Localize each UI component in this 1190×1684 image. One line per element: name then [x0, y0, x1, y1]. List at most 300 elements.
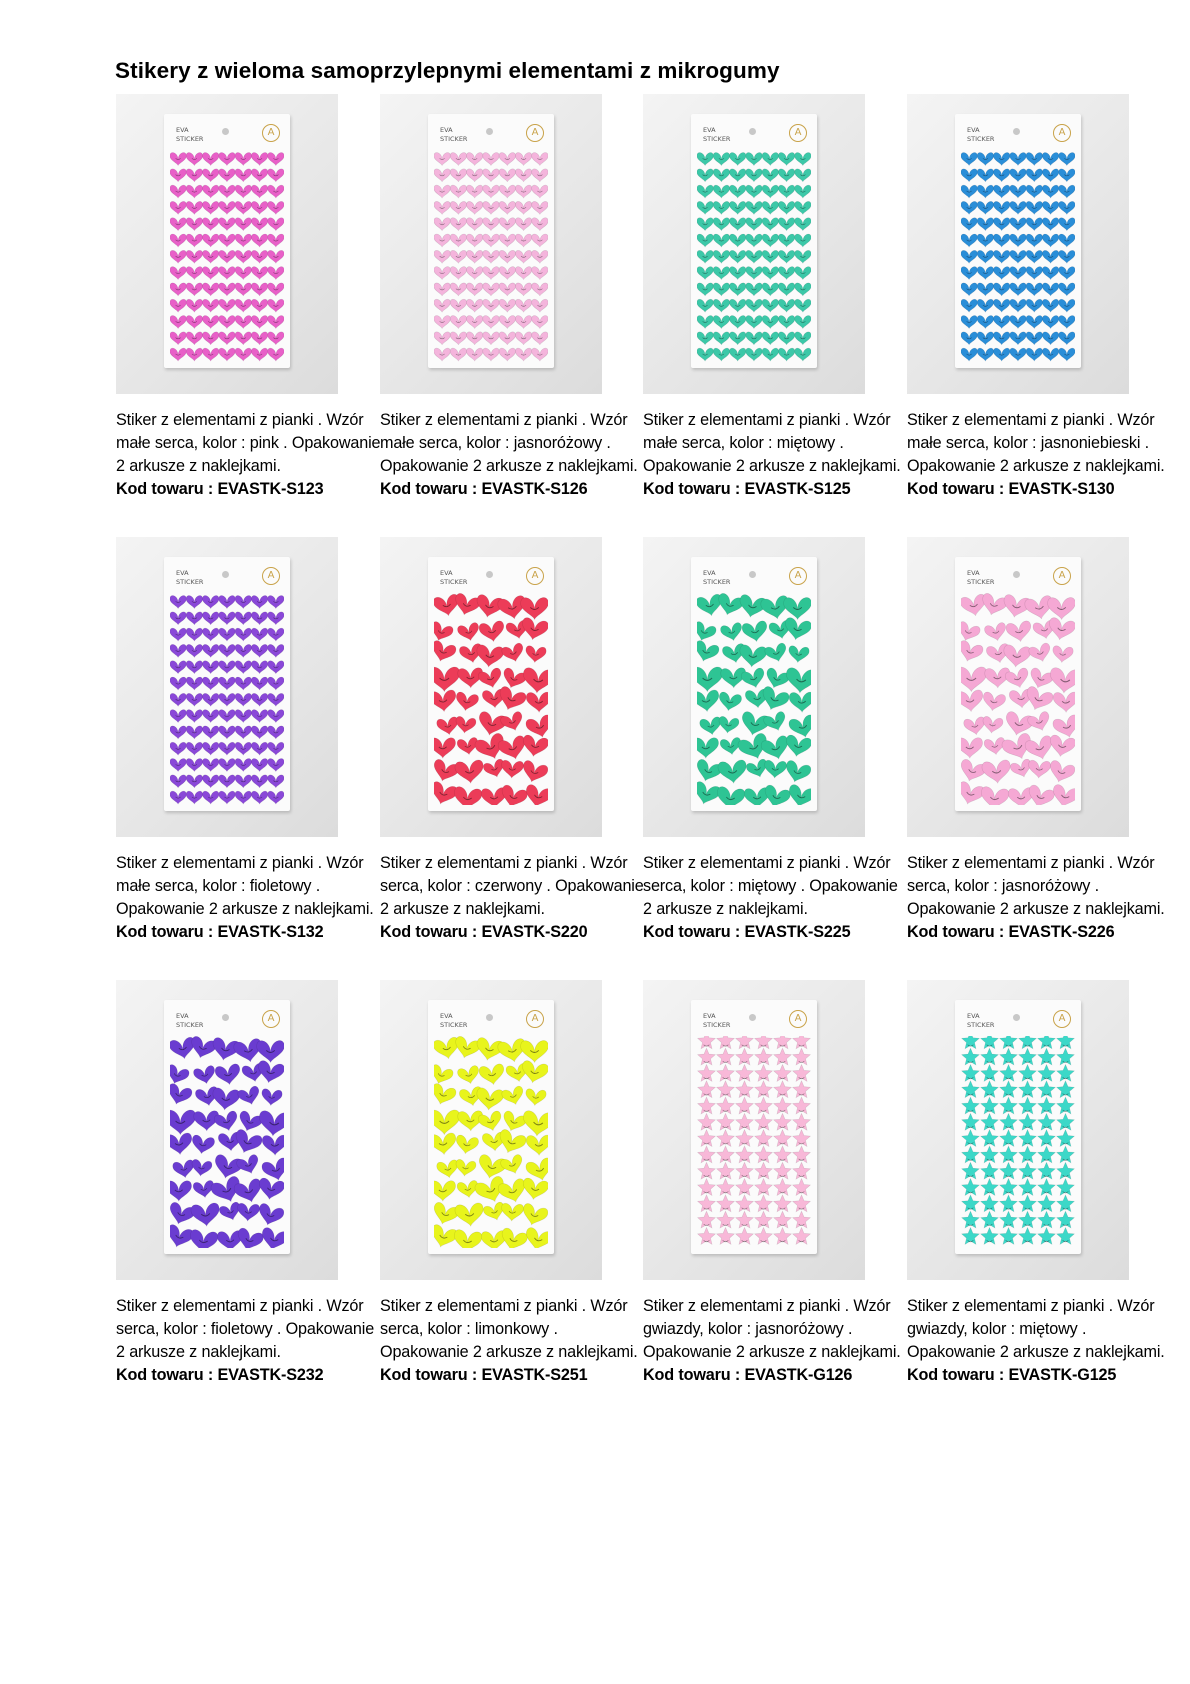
- heart-sticker: [499, 348, 516, 361]
- heart-sticker: [170, 677, 186, 690]
- heart-sticker: [219, 316, 236, 329]
- sticker-pattern: [170, 593, 284, 805]
- heart-sticker: [186, 644, 203, 657]
- heart-sticker: [762, 316, 779, 329]
- star-sticker: [1019, 1064, 1037, 1081]
- brand-line1: EVA: [176, 126, 189, 134]
- heart-sticker: [729, 234, 746, 247]
- heart-sticker: [202, 726, 219, 739]
- heart-sticker: [515, 169, 532, 182]
- heart-sticker: [268, 644, 284, 657]
- heart-sticker: [235, 299, 252, 312]
- heart-sticker: [251, 726, 268, 739]
- brand-logo-icon: A: [789, 1010, 807, 1028]
- hang-hole-icon: [749, 1014, 756, 1021]
- heart-sticker: [762, 332, 779, 345]
- brand-line2: STICKER: [967, 135, 995, 143]
- heart-sticker: [1010, 299, 1027, 312]
- heart-sticker: [961, 640, 984, 665]
- product-row: [116, 94, 1165, 537]
- heart-sticker: [1046, 760, 1075, 786]
- heart-sticker: [251, 742, 268, 755]
- heart-sticker: [434, 667, 460, 692]
- product-photo: [907, 94, 1129, 394]
- sticker-sheet: [955, 1000, 1081, 1254]
- brand-logo-icon: A: [1053, 1010, 1071, 1028]
- sticker-sheet: [164, 114, 290, 368]
- heart-sticker: [268, 332, 284, 345]
- heart-sticker: [979, 786, 1009, 805]
- star-sticker: [962, 1211, 980, 1228]
- heart-sticker: [170, 267, 186, 280]
- heart-sticker: [717, 716, 739, 735]
- heart-sticker: [268, 348, 284, 361]
- heart-sticker: [1059, 348, 1075, 361]
- star-sticker: [1000, 1064, 1018, 1081]
- heart-sticker: [1010, 169, 1027, 182]
- star-sticker: [736, 1179, 754, 1196]
- heart-sticker: [977, 234, 994, 247]
- star-sticker: [774, 1146, 792, 1163]
- heart-sticker: [1026, 348, 1043, 361]
- heart-sticker: [500, 1154, 526, 1178]
- heart-sticker: [1026, 250, 1043, 263]
- heart-sticker: [251, 775, 268, 788]
- brand-line1: EVA: [703, 1012, 716, 1020]
- heart-sticker: [778, 169, 795, 182]
- heart-sticker: [977, 185, 994, 198]
- star-sticker: [1019, 1227, 1037, 1244]
- heart-sticker: [251, 677, 268, 690]
- heart-sticker: [1010, 250, 1027, 263]
- heart-sticker: [251, 153, 268, 166]
- sticker-pattern: [697, 150, 811, 362]
- heart-sticker: [762, 218, 779, 231]
- star-sticker: [1057, 1130, 1075, 1147]
- brand-label: [967, 1012, 994, 1030]
- brand-line2: STICKER: [703, 135, 731, 143]
- product-photo: [643, 537, 865, 837]
- heart-sticker: [170, 596, 186, 609]
- heart-sticker: [499, 185, 516, 198]
- star-sticker: [717, 1097, 735, 1114]
- heart-sticker: [251, 710, 268, 723]
- heart-sticker: [202, 218, 219, 231]
- heart-sticker: [515, 332, 532, 345]
- heart-sticker: [795, 332, 811, 345]
- heart-sticker: [434, 299, 450, 312]
- heart-sticker: [526, 1135, 548, 1156]
- star-sticker: [1057, 1113, 1075, 1130]
- brand-line2: STICKER: [967, 1021, 995, 1029]
- heart-sticker: [434, 738, 456, 759]
- heart-sticker: [170, 218, 186, 231]
- heart-sticker: [450, 299, 467, 312]
- heart-sticker: [1059, 299, 1075, 312]
- star-sticker: [793, 1064, 811, 1081]
- heart-sticker: [526, 692, 548, 713]
- heart-sticker: [1059, 234, 1075, 247]
- star-sticker: [962, 1130, 980, 1147]
- star-sticker: [755, 1195, 773, 1212]
- product-card: [116, 537, 381, 944]
- star-sticker: [981, 1227, 999, 1244]
- heart-sticker: [697, 758, 723, 785]
- star-sticker: [1000, 1195, 1018, 1212]
- heart-sticker: [434, 1201, 460, 1228]
- heart-sticker: [170, 693, 186, 706]
- star-sticker: [981, 1113, 999, 1130]
- brand-line2: STICKER: [440, 1021, 468, 1029]
- heart-sticker: [993, 250, 1010, 263]
- heart-sticker: [235, 693, 252, 706]
- heart-sticker: [795, 299, 811, 312]
- heart-sticker: [257, 1177, 284, 1202]
- heart-sticker: [219, 628, 236, 641]
- product-card: [380, 94, 645, 501]
- heart-sticker: [186, 332, 203, 345]
- star-sticker: [962, 1227, 980, 1244]
- star-sticker: [962, 1097, 980, 1114]
- heart-sticker: [268, 596, 284, 609]
- heart-sticker: [697, 250, 713, 263]
- star-sticker: [981, 1179, 999, 1196]
- heart-sticker: [795, 169, 811, 182]
- product-card: [643, 537, 908, 944]
- heart-sticker: [219, 710, 236, 723]
- sticker-pattern: [170, 1036, 284, 1248]
- heart-sticker: [268, 742, 284, 755]
- heart-sticker: [466, 316, 483, 329]
- product-row: [116, 980, 1165, 1423]
- heart-sticker: [466, 218, 483, 231]
- heart-sticker: [784, 597, 811, 619]
- heart-sticker: [785, 667, 811, 695]
- heart-sticker: [268, 726, 284, 739]
- heart-sticker: [729, 185, 746, 198]
- page-title: Stikery z wieloma samoprzylepnymi elementami z mikrogumy: [115, 58, 780, 83]
- heart-sticker: [235, 596, 252, 609]
- heart-sticker: [434, 201, 450, 214]
- heart-sticker: [466, 267, 483, 280]
- heart-sticker: [729, 250, 746, 263]
- heart-sticker: [434, 153, 450, 166]
- star-sticker: [717, 1130, 735, 1147]
- star-sticker: [981, 1081, 999, 1098]
- heart-sticker: [434, 250, 450, 263]
- heart-sticker: [466, 201, 483, 214]
- heart-sticker: [478, 1063, 506, 1086]
- product-card: [380, 980, 645, 1387]
- heart-sticker: [170, 628, 186, 641]
- star-sticker: [1019, 1081, 1037, 1098]
- heart-sticker: [729, 201, 746, 214]
- heart-sticker: [483, 250, 500, 263]
- heart-sticker: [499, 169, 516, 182]
- heart-sticker: [434, 1110, 460, 1135]
- heart-sticker: [188, 1229, 218, 1248]
- heart-sticker: [454, 1159, 476, 1178]
- heart-sticker: [219, 677, 236, 690]
- heart-sticker: [1042, 267, 1059, 280]
- heart-sticker: [170, 250, 186, 263]
- heart-sticker: [235, 169, 252, 182]
- heart-sticker: [778, 234, 795, 247]
- heart-sticker: [499, 201, 516, 214]
- product-card: [380, 537, 645, 944]
- product-card: [643, 980, 908, 1387]
- star-sticker: [793, 1195, 811, 1212]
- heart-sticker: [219, 218, 236, 231]
- heart-sticker: [532, 218, 548, 231]
- heart-sticker: [993, 169, 1010, 182]
- description-text: Stiker z elementami z pianki . Wzór gwiazdy, kolor : miętowy . Opakowanie 2 arkusze z naklejkami.: [907, 1297, 1165, 1361]
- description-text: Stiker z elementami z pianki . Wzór małe serca, kolor : miętowy . Opakowanie 2 arkusze z naklejkami.: [643, 411, 901, 475]
- heart-sticker: [235, 742, 252, 755]
- star-sticker: [1019, 1048, 1037, 1065]
- heart-sticker: [483, 348, 500, 361]
- brand-logo-icon: A: [262, 1010, 280, 1028]
- heart-sticker: [500, 711, 526, 735]
- heart-sticker: [466, 283, 483, 296]
- heart-sticker: [795, 283, 811, 296]
- product-description: [380, 852, 645, 944]
- heart-sticker: [697, 169, 713, 182]
- heart-sticker: [522, 1110, 548, 1138]
- heart-sticker: [1042, 153, 1059, 166]
- heart-sticker: [1052, 645, 1074, 663]
- heart-sticker: [1002, 644, 1031, 668]
- heart-sticker: [483, 316, 500, 329]
- heart-sticker: [741, 620, 769, 643]
- heart-sticker: [1027, 711, 1053, 735]
- star-sticker: [1000, 1113, 1018, 1130]
- heart-sticker: [977, 169, 994, 182]
- product-description: [907, 1295, 1172, 1387]
- brand-label: [440, 126, 467, 144]
- heart-sticker: [170, 153, 186, 166]
- heart-sticker: [235, 348, 252, 361]
- star-sticker: [1057, 1048, 1075, 1065]
- heart-sticker: [1010, 218, 1027, 231]
- heart-sticker: [993, 201, 1010, 214]
- sticker-pattern: [697, 1036, 811, 1248]
- heart-sticker: [170, 775, 186, 788]
- star-sticker: [1057, 1179, 1075, 1196]
- description-text: Stiker z elementami z pianki . Wzór serca, kolor : fioletowy . Opakowanie 2 arkusze z naklejkami.: [116, 1297, 375, 1361]
- heart-sticker: [202, 742, 219, 755]
- heart-sticker: [202, 234, 219, 247]
- star-sticker: [981, 1097, 999, 1114]
- heart-sticker: [532, 332, 548, 345]
- heart-sticker: [251, 185, 268, 198]
- sticker-sheet: [955, 557, 1081, 811]
- heart-sticker: [251, 218, 268, 231]
- description-text: Stiker z elementami z pianki . Wzór serca, kolor : miętowy . Opakowanie 2 arkusze z naklejkami.: [643, 854, 898, 918]
- star-sticker: [1019, 1130, 1037, 1147]
- heart-sticker: [977, 153, 994, 166]
- heart-sticker: [778, 250, 795, 263]
- heart-sticker: [219, 185, 236, 198]
- product-photo: [116, 94, 338, 394]
- star-sticker: [1000, 1211, 1018, 1228]
- heart-sticker: [219, 693, 236, 706]
- heart-sticker: [219, 169, 236, 182]
- star-sticker: [981, 1211, 999, 1228]
- star-sticker: [698, 1211, 716, 1228]
- heart-sticker: [483, 299, 500, 312]
- product-card: [907, 94, 1172, 501]
- heart-sticker: [795, 267, 811, 280]
- brand-label: [176, 1012, 203, 1030]
- star-sticker: [981, 1162, 999, 1179]
- heart-sticker: [762, 299, 779, 312]
- heart-sticker: [762, 348, 779, 361]
- heart-sticker: [190, 1203, 220, 1228]
- product-code: Kod towaru : EVASTK-S226: [907, 923, 1115, 941]
- heart-sticker: [499, 234, 516, 247]
- heart-sticker: [202, 316, 219, 329]
- description-text: Stiker z elementami z pianki . Wzór serca, kolor : czerwony . Opakowanie 2 arkusze z naklejkami.: [380, 854, 644, 918]
- heart-sticker: [186, 596, 203, 609]
- heart-sticker: [1053, 692, 1075, 713]
- sticker-pattern: [434, 593, 548, 805]
- star-sticker: [981, 1064, 999, 1081]
- heart-sticker: [235, 185, 252, 198]
- heart-sticker: [697, 299, 713, 312]
- heart-sticker: [515, 153, 532, 166]
- heart-sticker: [202, 250, 219, 263]
- heart-sticker: [713, 250, 730, 263]
- heart-sticker: [268, 710, 284, 723]
- star-sticker: [793, 1179, 811, 1196]
- heart-sticker: [258, 1110, 284, 1138]
- heart-sticker: [170, 759, 186, 772]
- heart-sticker: [713, 267, 730, 280]
- heart-sticker: [795, 234, 811, 247]
- star-sticker: [1057, 1036, 1075, 1049]
- star-sticker: [717, 1113, 735, 1130]
- heart-sticker: [219, 299, 236, 312]
- heart-sticker: [961, 234, 977, 247]
- heart-sticker: [170, 332, 186, 345]
- heart-sticker: [186, 201, 203, 214]
- heart-sticker: [268, 169, 284, 182]
- heart-sticker: [251, 628, 268, 641]
- heart-sticker: [1010, 348, 1027, 361]
- sticker-pattern: [961, 150, 1075, 362]
- heart-sticker: [1049, 667, 1075, 695]
- product-description: [643, 1295, 908, 1387]
- sticker-pattern: [697, 593, 811, 805]
- heart-sticker: [483, 283, 500, 296]
- heart-sticker: [778, 201, 795, 214]
- heart-sticker: [170, 726, 186, 739]
- star-sticker: [1057, 1097, 1075, 1114]
- heart-sticker: [219, 742, 236, 755]
- product-card: [907, 980, 1172, 1387]
- heart-sticker: [713, 332, 730, 345]
- heart-sticker: [738, 644, 767, 668]
- star-sticker: [1038, 1146, 1056, 1163]
- heart-sticker: [961, 153, 977, 166]
- heart-sticker: [235, 710, 252, 723]
- heart-sticker: [1026, 332, 1043, 345]
- heart-sticker: [450, 169, 467, 182]
- heart-sticker: [1010, 201, 1027, 214]
- heart-sticker: [268, 283, 284, 296]
- heart-sticker: [170, 1083, 193, 1108]
- heart-sticker: [515, 201, 532, 214]
- brand-line1: EVA: [440, 126, 453, 134]
- heart-sticker: [219, 348, 236, 361]
- star-sticker: [698, 1146, 716, 1163]
- hang-hole-icon: [222, 571, 229, 578]
- star-sticker: [793, 1081, 811, 1098]
- sticker-sheet: [428, 114, 554, 368]
- heart-sticker: [186, 661, 203, 674]
- sticker-pattern: [434, 1036, 548, 1248]
- heart-sticker: [519, 760, 548, 786]
- heart-sticker: [1010, 153, 1027, 166]
- heart-sticker: [713, 153, 730, 166]
- heart-sticker: [746, 201, 763, 214]
- heart-sticker: [434, 758, 460, 785]
- heart-sticker: [251, 644, 268, 657]
- heart-sticker: [251, 596, 268, 609]
- heart-sticker: [764, 642, 789, 664]
- product-code: Kod towaru : EVASTK-S125: [643, 480, 851, 498]
- heart-sticker: [515, 283, 532, 296]
- heart-sticker: [235, 250, 252, 263]
- star-sticker: [698, 1179, 716, 1196]
- star-sticker: [981, 1146, 999, 1163]
- heart-sticker: [961, 758, 987, 785]
- heart-sticker: [499, 267, 516, 280]
- heart-sticker: [452, 786, 482, 805]
- heart-sticker: [778, 332, 795, 345]
- heart-sticker: [219, 201, 236, 214]
- heart-sticker: [1048, 734, 1075, 759]
- heart-sticker: [729, 267, 746, 280]
- brand-label: [176, 569, 203, 587]
- product-code: Kod towaru : EVASTK-S220: [380, 923, 588, 941]
- star-sticker: [774, 1036, 792, 1049]
- heart-sticker: [782, 760, 811, 786]
- heart-sticker: [532, 153, 548, 166]
- heart-sticker: [170, 234, 186, 247]
- heart-sticker: [717, 760, 747, 785]
- star-sticker: [962, 1081, 980, 1098]
- heart-sticker: [1042, 348, 1059, 361]
- heart-sticker: [499, 218, 516, 231]
- star-sticker: [736, 1130, 754, 1147]
- heart-sticker: [1026, 153, 1043, 166]
- heart-sticker: [713, 234, 730, 247]
- heart-sticker: [219, 726, 236, 739]
- heart-sticker: [170, 612, 186, 625]
- star-sticker: [1000, 1081, 1018, 1098]
- heart-sticker: [778, 267, 795, 280]
- heart-sticker: [235, 332, 252, 345]
- star-sticker: [793, 1048, 811, 1065]
- star-sticker: [774, 1179, 792, 1196]
- star-sticker: [1000, 1130, 1018, 1147]
- brand-line2: STICKER: [440, 578, 468, 586]
- heart-sticker: [170, 661, 186, 674]
- product-description: [643, 852, 908, 944]
- heart-sticker: [1026, 283, 1043, 296]
